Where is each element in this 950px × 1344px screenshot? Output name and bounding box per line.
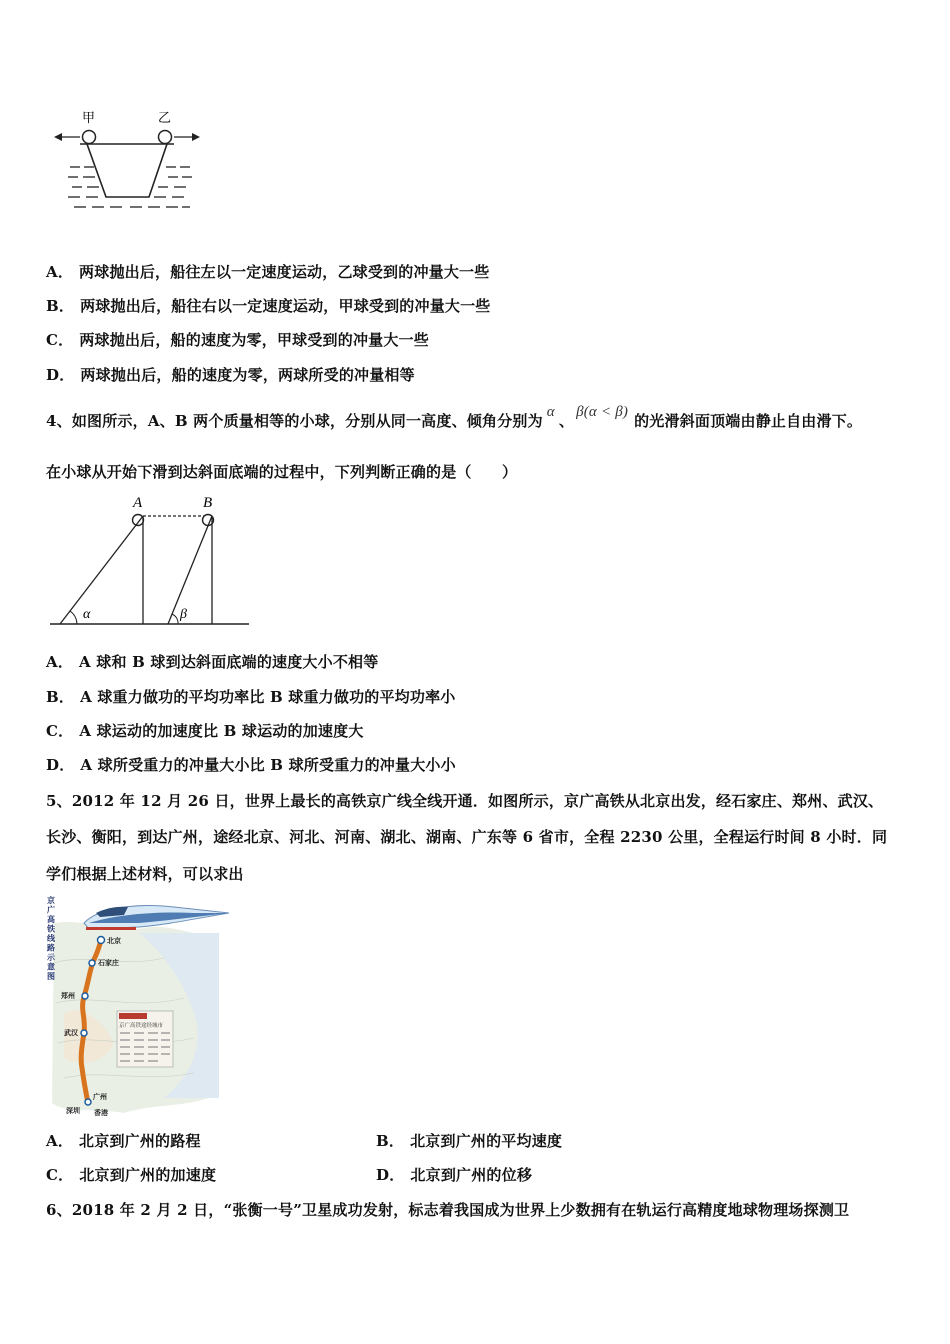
angle-alpha-label: α [83, 607, 91, 622]
map-legend-box [117, 1011, 173, 1067]
option-label: B． [46, 688, 75, 706]
option-text: 北京到广州的路程 [79, 1132, 201, 1150]
option-text: 北京到广州的位移 [410, 1166, 533, 1184]
option-label: D． [376, 1166, 405, 1184]
city-beijing: 北京 [107, 937, 121, 945]
option-label: A． [46, 263, 74, 281]
q5-stem-line2: 长沙、衡阳，到达广州，途经北京、河北、河南、湖北、湖南、广东等 6 省市，全程 2230 公里，全程运行时间 8 小时．同 [46, 828, 888, 846]
boat-figure [50, 105, 210, 220]
option-label: D． [46, 756, 75, 774]
option-text: 两球抛出后，船往左以一定速度运动，乙球受到的冲量大一些 [79, 263, 490, 281]
beta-expression: β(α < β) [576, 404, 629, 420]
option-label: C． [46, 1166, 74, 1184]
q4-option-c[interactable] [46, 720, 364, 741]
ball-jia [83, 131, 96, 144]
q4-option-b[interactable] [46, 686, 455, 707]
option-label: B． [46, 297, 75, 315]
option-label: A． [46, 653, 74, 671]
q5-stem-line3: 学们根据上述材料，可以求出 [46, 865, 244, 883]
q3-option-a[interactable] [46, 261, 489, 282]
option-text: 北京到广州的平均速度 [410, 1132, 563, 1150]
option-label: B． [376, 1132, 405, 1150]
city-hongkong: 香港 [94, 1109, 108, 1117]
option-label: C． [46, 722, 74, 740]
q4-stem-part1: 4、如图所示，A、B 两个质量相等的小球，分别从同一高度、倾角分别为 [46, 412, 543, 430]
q4-stem-line2: 在小球从开始下滑到达斜面底端的过程中，下列判断正确的是（ ） [46, 463, 518, 481]
q4-stem-part2: 的光滑斜面顶端由静止自由滑下。 [634, 412, 863, 430]
q6-stem-line1: 6、2018 年 2 月 2 日，“张衡一号”卫星成功发射，标志着我国成为世界上少数拥有在轨运行高精度地球物理场探测卫 [46, 1201, 850, 1219]
option-text: A 球运动的加速度比 B 球运动的加速度大 [79, 722, 364, 740]
option-text: 北京到广州的加速度 [79, 1166, 217, 1184]
map-side-title: 京广高铁线路示意图 [47, 896, 55, 981]
label-jia: 甲 [82, 110, 96, 125]
option-text: 两球抛出后，船往右以一定速度运动，甲球受到的冲量大一些 [80, 297, 491, 315]
q3-option-b[interactable] [46, 295, 491, 316]
q5-option-d[interactable] [376, 1164, 532, 1185]
q3-option-c[interactable] [46, 329, 429, 350]
q4-stem-line1 [46, 404, 863, 431]
q4-option-a[interactable] [46, 651, 378, 672]
q5-option-b[interactable] [376, 1130, 562, 1151]
city-zhengzhou: 郑州 [61, 992, 75, 1000]
city-shenzhen: 深圳 [66, 1107, 80, 1115]
angle-beta-label: β [180, 607, 187, 622]
option-label: A． [46, 1132, 74, 1150]
incline-figure [45, 490, 255, 635]
option-text: 两球抛出后，船的速度为零，两球所受的冲量相等 [80, 366, 415, 384]
q5-stem-line1: 5、2012 年 12 月 26 日，世界上最长的高铁京广线全线开通．如图所示，京广高铁从北京出发，经石家庄、郑州、武汉、 [46, 792, 884, 810]
option-label: D． [46, 366, 75, 384]
option-text: 两球抛出后，船的速度为零，甲球受到的冲量大一些 [79, 331, 429, 349]
q4-option-d[interactable] [46, 754, 456, 775]
q3-option-d[interactable] [46, 364, 415, 385]
ball-a [133, 515, 144, 526]
q5-option-c[interactable] [46, 1164, 216, 1185]
option-text: A 球和 B 球到达斜面底端的速度大小不相等 [79, 653, 379, 671]
option-label: C． [46, 331, 74, 349]
map-legend-title: 京广高铁途经城市 [119, 1023, 164, 1029]
railway-map-figure [44, 893, 232, 1119]
option-text: A 球重力做功的平均功率比 B 球重力做功的平均功率小 [80, 688, 456, 706]
label-a: A [133, 495, 143, 511]
city-guangzhou: 广州 [93, 1093, 107, 1101]
q5-option-a[interactable] [46, 1130, 201, 1151]
label-yi: 乙 [158, 110, 172, 125]
ball-yi [159, 131, 172, 144]
city-wuhan: 武汉 [64, 1029, 78, 1037]
alpha-symbol: α [546, 404, 555, 420]
q4-sep: 、 [558, 412, 575, 430]
option-text: A 球所受重力的冲量大小比 B 球所受重力的冲量大小小 [80, 756, 456, 774]
label-b: B [203, 495, 213, 511]
city-shijiazhuang: 石家庄 [98, 959, 119, 967]
